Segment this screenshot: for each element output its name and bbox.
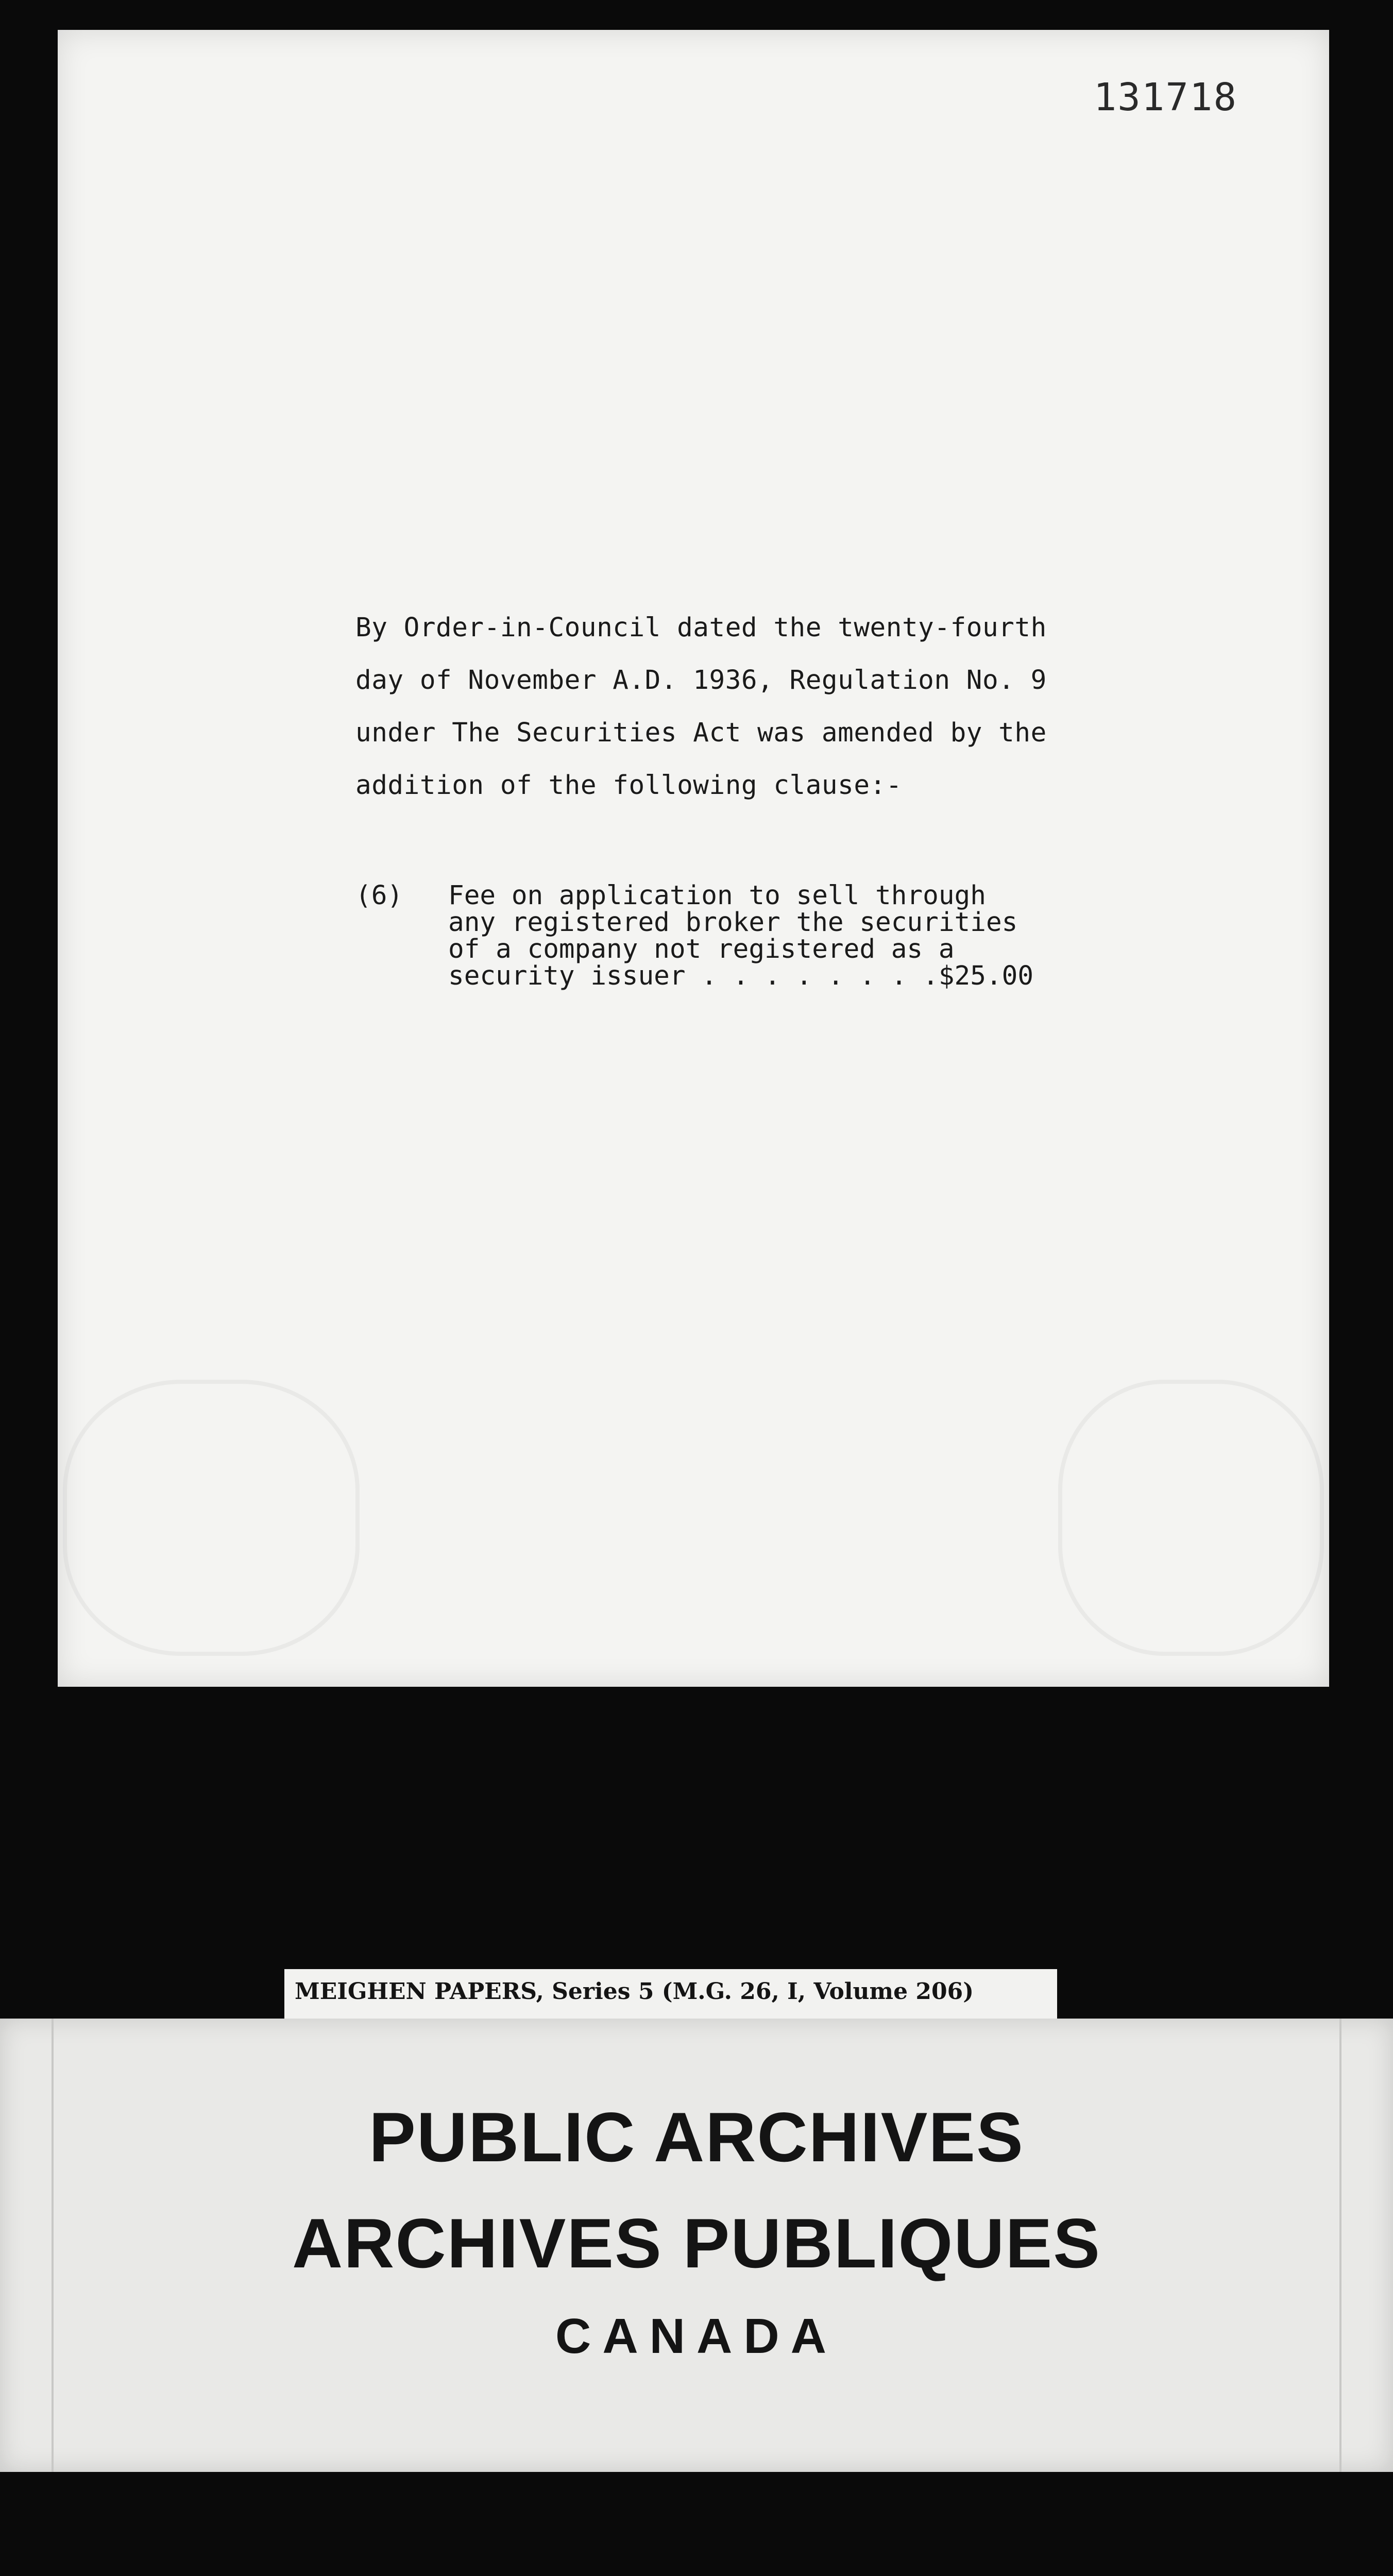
clause-line: security issuer . . . . . . . .$25.00 — [448, 961, 1034, 991]
document-page — [58, 30, 1329, 1687]
paragraph-line: By Order-in-Council dated the twenty-fourth — [355, 613, 1047, 643]
document-number: 131718 — [1093, 75, 1237, 120]
archive-label — [0, 2019, 1393, 2472]
watermark-left — [63, 1380, 360, 1656]
archive-label-line-english: PUBLIC ARCHIVES — [369, 2098, 1024, 2176]
clause-line: Fee on application to sell through — [448, 880, 986, 911]
order-paragraph — [355, 602, 1077, 812]
clause-line: any registered broker the securities — [448, 907, 1018, 938]
caption-strip — [284, 1969, 1057, 2019]
paragraph-line: under The Securities Act was amended by the — [355, 718, 1047, 748]
watermark-right — [1058, 1380, 1324, 1656]
caption-text: MEIGHEN PAPERS, Series 5 (M.G. 26, I, Volume 206) — [295, 1978, 974, 2005]
clause-line: of a company not registered as a — [448, 934, 955, 964]
clause-text — [448, 880, 1102, 991]
archive-label-line-country: CANADA — [555, 2309, 838, 2364]
paragraph-line: day of November A.D. 1936, Regulation No. 9 — [355, 665, 1047, 696]
archive-label-line-french: ARCHIVES PUBLIQUES — [292, 2204, 1101, 2282]
clause-number: (6) — [355, 880, 403, 911]
paragraph-line: addition of the following clause:- — [355, 770, 902, 801]
